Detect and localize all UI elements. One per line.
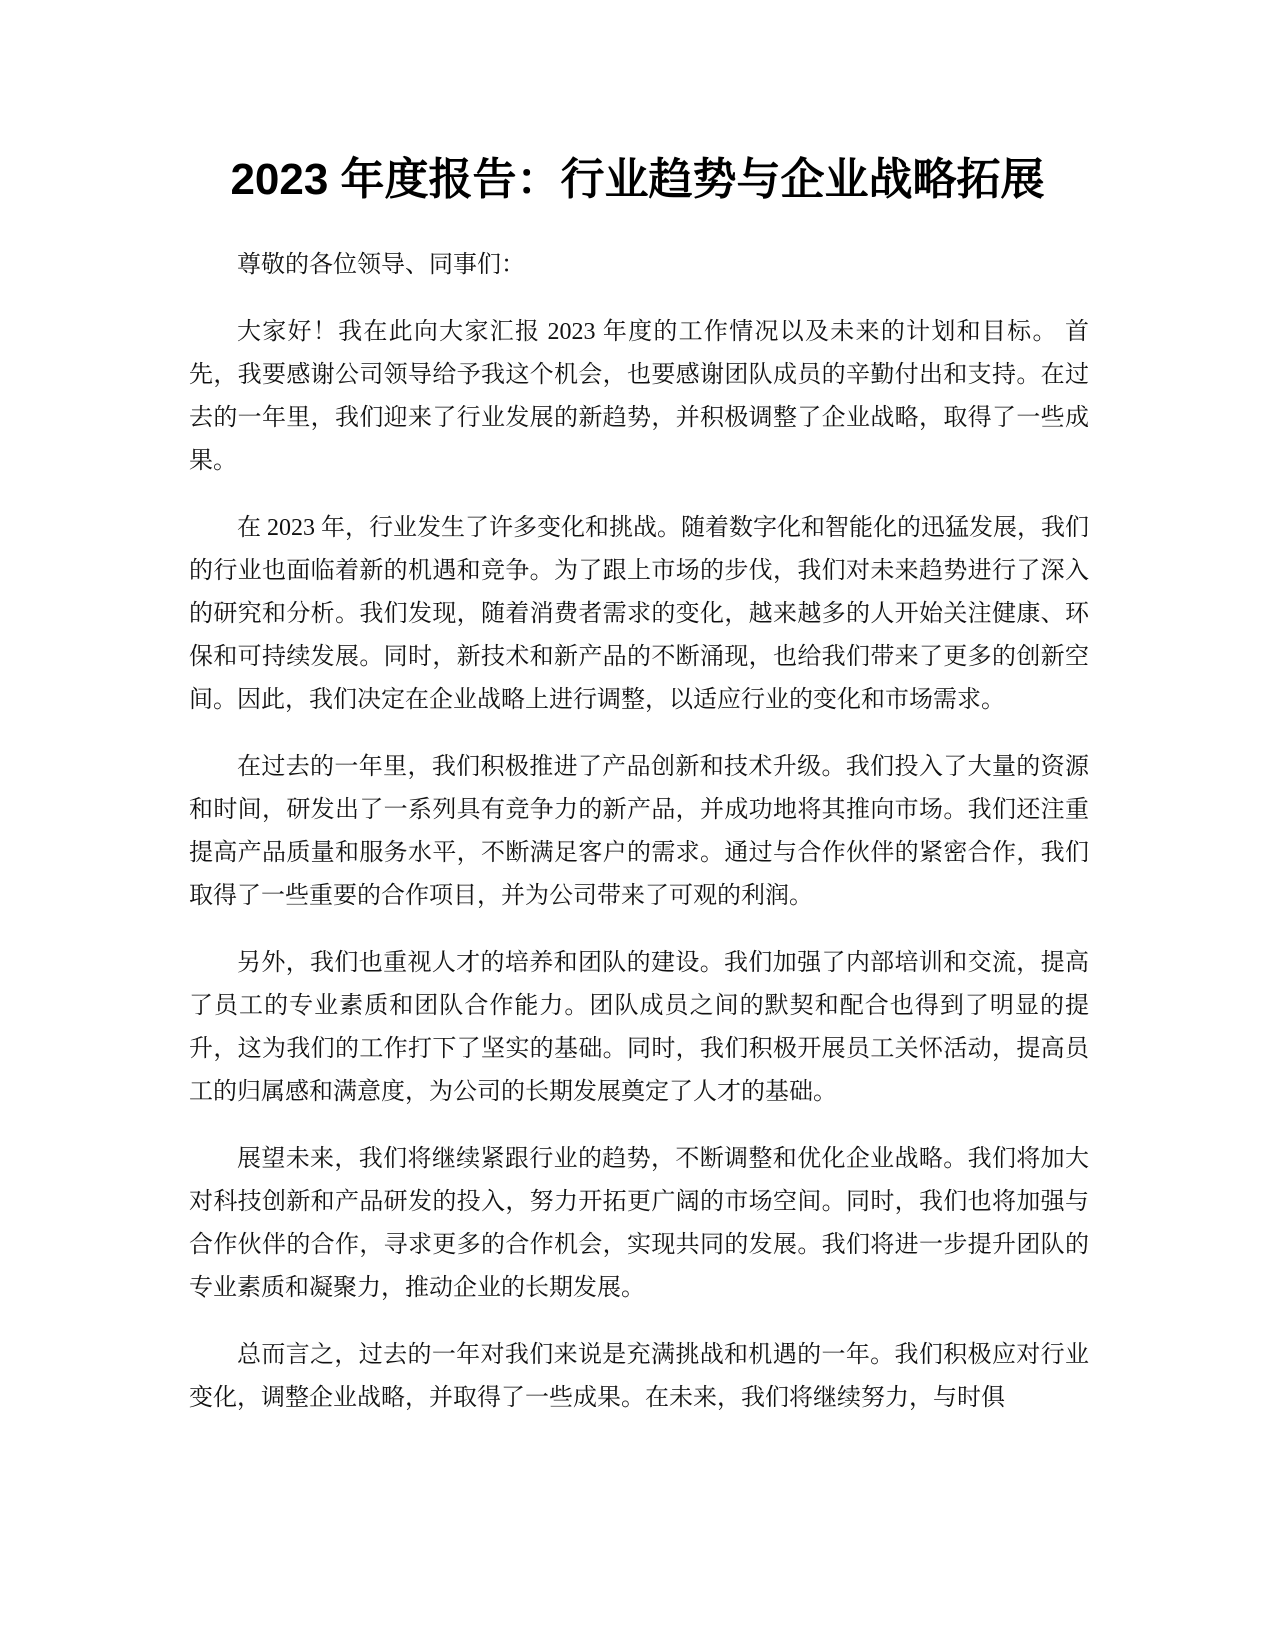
salutation: 尊敬的各位领导、同事们：	[237, 252, 525, 278]
paragraph-industry-trends: 在 2023 年，行业发生了许多变化和挑战。随着数字化和智能化的迅猛发展，我们的行业也面临着新的机遇和竞争。为了跟上市场的步伐，我们对未来趋势进行了深入的研究和分析。我们发现，随着消费者需求的变化，越来越多的人开始关注健康、环保和可持续发展。同时，新技术和新产品的不断涌现，也给我们带来了更多的创新空间。因此，我们决定在企业战略上进行调整，以适应行业的变化和市场需求。	[189, 515, 1089, 713]
paragraph-product-innovation: 在过去的一年里，我们积极推进了产品创新和技术升级。我们投入了大量的资源和时间，研发出了一系列具有竞争力的新产品，并成功地将其推向市场。我们还注重提高产品质量和服务水平，不断满足客户的需求。通过与合作伙伴的紧密合作，我们取得了一些重要的合作项目，并为公司带来了可观的利润。	[189, 754, 1089, 909]
paragraph-outlook: 展望未来，我们将继续紧跟行业的趋势，不断调整和优化企业战略。我们将加大对科技创新和产品研发的投入，努力开拓更广阔的市场空间。同时，我们也将加强与合作伙伴的合作，寻求更多的合作机会，实现共同的发展。我们将进一步提升团队的专业素质和凝聚力，推动企业的长期发展。	[189, 1146, 1089, 1301]
document-body	[189, 244, 1089, 1444]
paragraph-summary: 总而言之，过去的一年对我们来说是充满挑战和机遇的一年。我们积极应对行业变化，调整企业战略，并取得了一些成果。在未来，我们将继续努力，与时俱	[189, 1342, 1089, 1411]
document-title: 2023 年度报告：行业趋势与企业战略拓展	[230, 155, 1045, 204]
paragraph-talent-team: 另外，我们也重视人才的培养和团队的建设。我们加强了内部培训和交流，提高了员工的专业素质和团队合作能力。团队成员之间的默契和配合也得到了明显的提升，这为我们的工作打下了坚实的基础。同时，我们积极开展员工关怀活动，提高员工的归属感和满意度，为公司的长期发展奠定了人才的基础。	[189, 950, 1089, 1105]
paragraph-intro: 大家好！我在此向大家汇报 2023 年度的工作情况以及未来的计划和目标。 首先，我要感谢公司领导给予我这个机会，也要感谢团队成员的辛勤付出和支持。在过去的一年里，我们迎来了行业发展的新趋势，并积极调整了企业战略，取得了一些成果。	[189, 319, 1089, 474]
